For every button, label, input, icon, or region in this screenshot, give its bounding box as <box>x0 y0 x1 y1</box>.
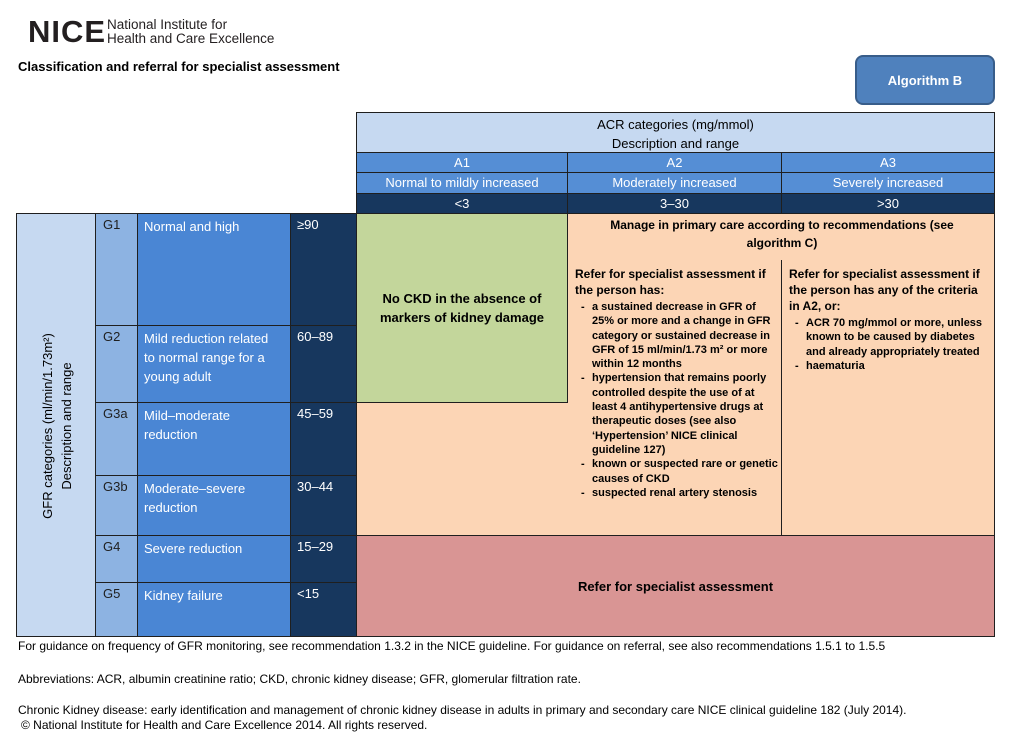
a3-referral-criteria <box>789 266 991 373</box>
acr-desc-a1: Normal to mildly increased <box>356 172 568 194</box>
gfr-side-label-line2: Description and range <box>59 362 74 490</box>
footer-copyright: © National Institute for Health and Care Excellence 2014. All rights reserved. <box>21 718 428 732</box>
refer-specialist-text: Refer for specialist assessment <box>577 578 774 594</box>
gfr-code-g1: G1 <box>95 213 138 326</box>
refer-specialist-box <box>356 535 995 637</box>
gfr-side-label <box>16 213 96 637</box>
logo-name-line2: Health and Care Excellence <box>107 31 275 46</box>
page-title: Classification and referral for specialist assessment <box>18 59 340 74</box>
gfr-side-label-line1: GFR categories (ml/min/1.73m²) <box>40 333 55 519</box>
acr-code-a2: A2 <box>567 152 782 173</box>
gfr-desc-g1: Normal and high <box>137 213 291 326</box>
gfr-code-g4: G4 <box>95 535 138 583</box>
gfr-code-g3a: G3a <box>95 402 138 476</box>
a2-criterion-item: - known or suspected rare or genetic causes of CKD <box>592 457 779 486</box>
a3-referral-intro: Refer for specialist assessment if the person has any of the criteria in A2, or: <box>789 267 980 313</box>
footer-guidance: For guidance on frequency of GFR monitoring, see recommendation 1.3.2 in the NICE guideline. For guidance on referral, see also recommendations 1.5.1 to 1.5.5 <box>18 639 886 653</box>
gfr-code-g3b: G3b <box>95 475 138 536</box>
acr-range-a1: <3 <box>356 193 568 214</box>
a2-criterion-item: - suspected renal artery stenosis <box>592 486 779 500</box>
gfr-desc-g3b: Moderate–severe reduction <box>137 475 291 536</box>
footer-citation: Chronic Kidney disease: early identification and management of chronic kidney disease in adults in primary and secondary care NICE clinical guideline 182 (July 2014). <box>18 703 907 717</box>
gfr-range-g3b: 30–44 <box>290 475 357 536</box>
gfr-code-g2: G2 <box>95 325 138 403</box>
gfr-range-g2: 60–89 <box>290 325 357 403</box>
a2-a3-divider <box>781 260 782 536</box>
algorithm-b-button[interactable]: Algorithm B <box>855 55 995 105</box>
nice-logo-mark: NICE <box>28 14 107 49</box>
gfr-range-g3a: 45–59 <box>290 402 357 476</box>
acr-code-a1: A1 <box>356 152 568 173</box>
no-ckd-box <box>356 213 568 403</box>
gfr-desc-g5: Kidney failure <box>137 582 291 637</box>
a2-criterion-item: - a sustained decrease in GFR of 25% or more and a change in GFR category or sustained decrease in GFR of 15 ml/min/1.73 m² or more within 12 months <box>592 300 779 371</box>
acr-header-line1: ACR categories (mg/mmol) <box>597 117 754 132</box>
a2-criterion-item: - hypertension that remains poorly controlled despite the use of at least 4 antihypertensive drugs at therapeutic doses (see also ‘Hypertension’ NICE clinical guideline 127) <box>592 371 779 457</box>
gfr-code-g5: G5 <box>95 582 138 637</box>
manage-primary-care-text: Manage in primary care according to recommendations (see algorithm C) <box>610 218 954 250</box>
a2-referral-criteria <box>575 266 779 500</box>
acr-code-a3: A3 <box>781 152 995 173</box>
nice-logo-name <box>107 18 274 46</box>
logo-name-line1: National Institute for <box>107 17 228 32</box>
acr-header-line2: Description and range <box>611 136 740 151</box>
gfr-desc-g2: Mild reduction related to normal range for a young adult <box>137 325 291 403</box>
footer-abbreviations: Abbreviations: ACR, albumin creatinine ratio; CKD, chronic kidney disease; GFR, glomerular filtration rate. <box>18 672 581 686</box>
acr-desc-a3: Severely increased <box>781 172 995 194</box>
a2-referral-intro: Refer for specialist assessment if the person has: <box>575 267 766 297</box>
no-ckd-text: No CKD in the absence of markers of kidney damage <box>379 291 545 325</box>
gfr-range-g5: <15 <box>290 582 357 637</box>
acr-header <box>356 112 995 153</box>
acr-range-a3: >30 <box>781 193 995 214</box>
gfr-range-g4: 15–29 <box>290 535 357 583</box>
acr-range-a2: 3–30 <box>567 193 782 214</box>
gfr-range-g1: ≥90 <box>290 213 357 326</box>
acr-desc-a2: Moderately increased <box>567 172 782 194</box>
a3-criterion-item: - haematuria <box>806 359 991 373</box>
gfr-desc-g4: Severe reduction <box>137 535 291 583</box>
a3-criterion-item: - ACR 70 mg/mmol or more, unless known to be caused by diabetes and already appropriately treated <box>806 316 991 359</box>
gfr-desc-g3a: Mild–moderate reduction <box>137 402 291 476</box>
